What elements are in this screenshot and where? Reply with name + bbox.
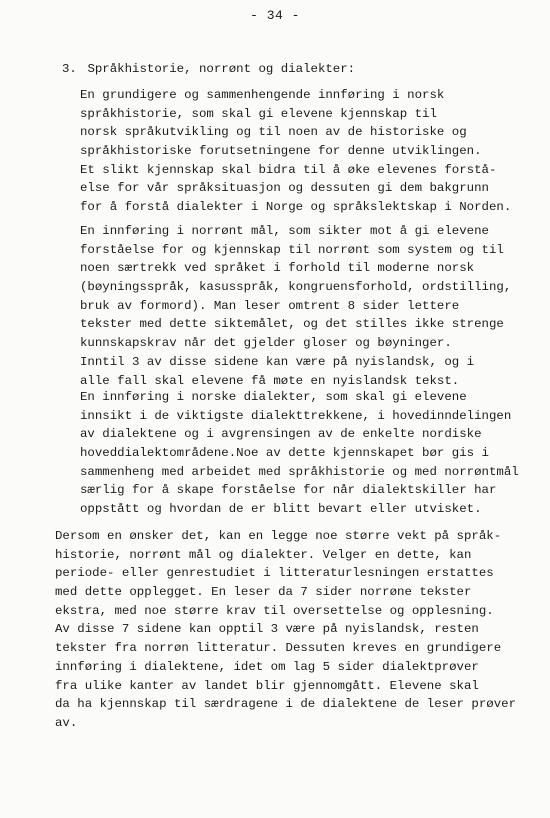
text-line: språkhistoriske forutsetningene for denne utviklingen. <box>80 144 482 159</box>
section-title: Språkhistorie, norrønt og dialekter: <box>87 62 356 76</box>
text-line: språkhistorie, som skal gi elevene kjennskap til <box>80 106 437 121</box>
text-line: av. <box>55 715 78 730</box>
text-line: norsk språkutvikling og til noen av de historiske og <box>80 125 467 140</box>
text-line: else for vår språksituasjon og dessuten gi dem bakgrunn <box>80 181 489 196</box>
section-number: 3. <box>62 62 77 76</box>
text-line: En grundigere og sammenhengende innføring i norsk <box>80 88 445 102</box>
page-number: - 34 - <box>250 8 300 23</box>
text-line: bruk av formord). Man leser omtrent 8 sider lettere <box>80 298 460 313</box>
text-line: Av disse 7 sidene kan opptil 3 være på nyislandsk, resten <box>55 622 479 637</box>
text-line: forståelse for og kjennskap til norrønt som system og til <box>80 242 504 257</box>
text-line: alle fall skal elevene få møte en nyislandsk tekst. <box>80 373 460 388</box>
text-line: En innføring i norrønt mål, som sikter mot å gi elevene <box>80 224 489 238</box>
section-heading <box>62 62 355 76</box>
text-line: innføring i dialektene, idet om lag 5 sider dialektprøver <box>55 659 479 674</box>
text-line: sammenheng med arbeidet med språkhistorie og med norrøntmål <box>80 464 519 479</box>
text-line: innsikt i de viktigste dialekttrekkene, i hovedinndelingen <box>80 408 512 423</box>
text-line: da ha kjennskap til særdragene i de dialektene de leser prøver <box>55 697 517 712</box>
text-line: noen særtrekk ved språket i forhold til moderne norsk <box>80 261 475 276</box>
text-line: særlig for å skape forståelse for når dialektskiller har <box>80 483 497 498</box>
text-line: Dersom en ønsker det, kan en legge noe større vekt på språk- <box>55 529 502 543</box>
text-line: tekster fra norrøn litteratur. Dessuten kreves en grundigere <box>55 641 502 656</box>
text-line: Et slikt kjennskap skal bidra til å øke elevenes forstå- <box>80 162 497 177</box>
text-line: tekster med dette siktemålet, og det stilles ikke strenge <box>80 317 504 332</box>
text-line: av dialektene og i avgrensingen av de enkelte nordiske <box>80 427 482 442</box>
text-line: historie, norrønt mål og dialekter. Velger en dette, kan <box>55 547 472 562</box>
text-line: ekstra, med noe større krav til oversettelse og opplesning. <box>55 603 494 618</box>
paragraph-sprakhistorie <box>80 86 511 217</box>
text-line: En innføring i norske dialekter, som skal gi elevene <box>80 390 467 404</box>
text-line: med dette opplegget. En leser da 7 sider norrøne tekster <box>55 585 472 600</box>
text-line: hoveddialektområdene.Noe av dette kjennskapet bør gis i <box>80 446 489 461</box>
text-line: Inntil 3 av disse sidene kan være på nyislandsk, og i <box>80 354 475 369</box>
paragraph-dialekter <box>80 388 519 519</box>
text-line: (bøyningsspråk, kasusspråk, kongruensforhold, ordstilling, <box>80 280 512 295</box>
text-line: oppstått og hvordan de er blitt bevart eller utvisket. <box>80 502 482 517</box>
text-line: for å forstå dialekter i Norge og språkslektskap i Norden. <box>80 200 512 215</box>
text-line: kunnskapskrav når det gjelder gloser og bøyninger. <box>80 336 452 351</box>
paragraph-alternativ <box>55 527 516 733</box>
text-line: periode- eller genrestudiet i litteraturlesningen erstattes <box>55 566 494 581</box>
text-line: fra ulike kanter av landet blir gjennomgått. Elevene skal <box>55 678 479 693</box>
paragraph-norront <box>80 222 511 390</box>
